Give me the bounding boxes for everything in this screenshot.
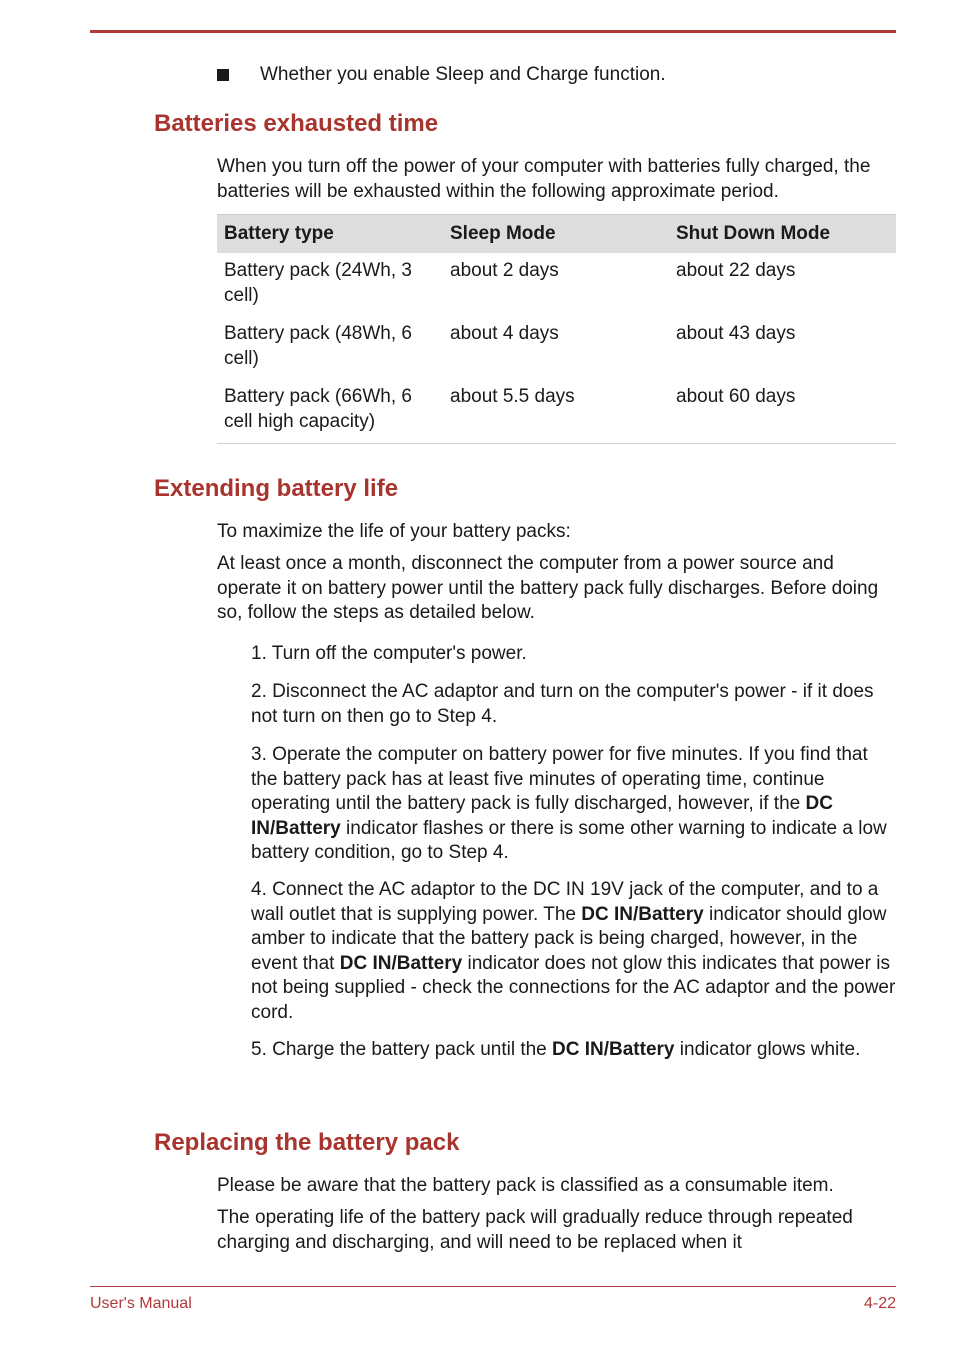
footer-page-number: 4-22: [863, 1295, 896, 1312]
column-header: Shut Down Mode: [669, 215, 896, 254]
table-cell: Battery pack (48Wh, 6 cell): [224, 323, 412, 369]
indicator-name: DC IN/Battery: [552, 1039, 675, 1060]
step-5: 5. Charge the battery pack until the DC IN/Battery indicator glows white.: [251, 1039, 861, 1060]
table-cell: about 2 days: [450, 260, 559, 281]
paragraph: The operating life of the battery pack will gradually reduce through repeated charging and discharging, and will need to be replaced when it: [217, 1207, 853, 1253]
bullet-text: Whether you enable Sleep and Charge function.: [260, 64, 666, 85]
section-heading-replacing-battery-pack: Replacing the battery pack: [154, 1129, 460, 1156]
table-row: [217, 379, 896, 444]
footer-rule: [90, 1286, 896, 1287]
header-rule: [90, 30, 896, 33]
paragraph: At least once a month, disconnect the computer from a power source and operate it on battery power until the battery pack fully discharges. Before doing so, follow the steps as detailed below.: [217, 553, 879, 623]
indicator-name: DC IN/Battery: [581, 903, 704, 925]
paragraph: Please be aware that the battery pack is classified as a consumable item.: [217, 1175, 834, 1196]
table-cell: about 43 days: [676, 323, 796, 344]
square-bullet-icon: [217, 69, 229, 81]
step-3: 3. Operate the computer on battery power for five minutes. If you find that the battery pack has at least five minutes of operating time, continue operating until the battery pack is fully discharged, however, if the DC IN/Battery indicator flashes or there is some other warning to indicate a low battery condition, go to Step 4.: [251, 744, 887, 863]
step-1: 1. Turn off the computer's power.: [251, 643, 527, 664]
table-row: [217, 253, 896, 316]
footer-manual-title: User's Manual: [90, 1295, 192, 1312]
indicator-name: DC IN/Battery: [339, 952, 463, 974]
section-heading-extending-battery-life: Extending battery life: [154, 475, 399, 502]
table-row: [217, 316, 896, 379]
section-heading-batteries-exhausted-time: Batteries exhausted time: [154, 110, 439, 137]
table-cell: about 22 days: [676, 260, 796, 281]
step-2: 2. Disconnect the AC adaptor and turn on the computer's power - if it does not turn on then go to Step 4.: [251, 681, 874, 727]
battery-time-table: [217, 214, 896, 444]
indicator-name: DC IN/Battery: [251, 793, 833, 839]
paragraph: To maximize the life of your battery packs:: [217, 521, 571, 542]
table-cell: Battery pack (24Wh, 3 cell): [224, 260, 412, 306]
table-cell: Battery pack (66Wh, 6 cell high capacity): [217, 379, 443, 444]
table-header-row: [217, 215, 896, 254]
table-cell: about 5.5 days: [443, 379, 669, 444]
table-cell: about 60 days: [669, 379, 896, 444]
column-header: Sleep Mode: [443, 215, 669, 254]
step-4: 4. Connect the AC adaptor to the DC IN 19V jack of the computer, and to a wall outlet that is supplying power. The DC IN/Battery indicator should glow amber to indicate that the battery pack is being charged, however, in the event that DC IN/Battery indicator does not glow this indicates that power is not being supplied - check the connections for the AC adaptor and the power cord.: [251, 879, 896, 1023]
intro-paragraph: When you turn off the power of your computer with batteries fully charged, the batteries will be exhausted within the following approximate period.: [217, 156, 871, 202]
column-header: Battery type: [217, 215, 443, 254]
table-cell: about 4 days: [450, 323, 559, 344]
